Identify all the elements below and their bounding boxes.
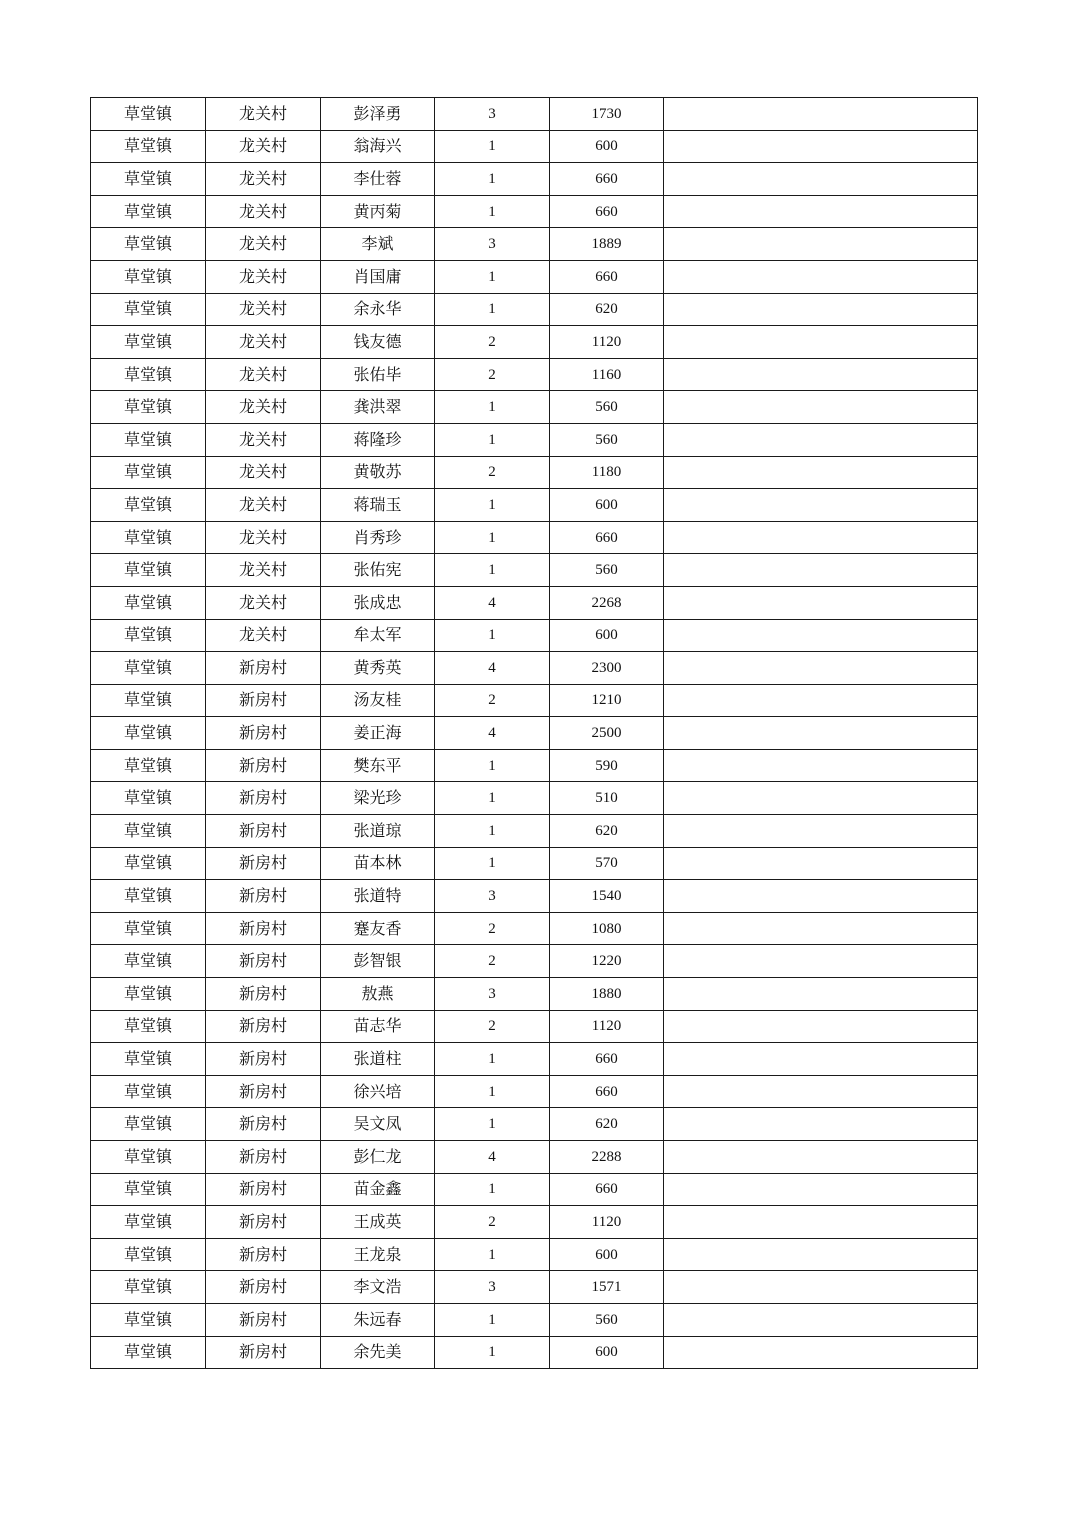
household-count-cell: 1 bbox=[435, 489, 550, 522]
town-cell: 草堂镇 bbox=[91, 880, 206, 913]
table-row bbox=[91, 1336, 978, 1369]
village-cell: 新房村 bbox=[206, 1238, 321, 1271]
household-count-cell: 2 bbox=[435, 358, 550, 391]
village-cell: 龙关村 bbox=[206, 619, 321, 652]
note-cell bbox=[664, 1173, 978, 1206]
amount-cell: 590 bbox=[550, 749, 664, 782]
note-cell bbox=[664, 586, 978, 619]
village-cell: 新房村 bbox=[206, 912, 321, 945]
amount-cell: 560 bbox=[550, 554, 664, 587]
household-count-cell: 2 bbox=[435, 1010, 550, 1043]
town-cell: 草堂镇 bbox=[91, 684, 206, 717]
name-cell: 张道特 bbox=[321, 880, 435, 913]
village-cell: 新房村 bbox=[206, 782, 321, 815]
amount-cell: 620 bbox=[550, 815, 664, 848]
amount-cell: 2288 bbox=[550, 1141, 664, 1174]
name-cell: 朱远春 bbox=[321, 1303, 435, 1336]
village-cell: 龙关村 bbox=[206, 456, 321, 489]
table-row bbox=[91, 912, 978, 945]
village-cell: 新房村 bbox=[206, 652, 321, 685]
town-cell: 草堂镇 bbox=[91, 98, 206, 131]
amount-cell: 1571 bbox=[550, 1271, 664, 1304]
name-cell: 黄丙菊 bbox=[321, 195, 435, 228]
name-cell: 蒋瑞玉 bbox=[321, 489, 435, 522]
table-row bbox=[91, 619, 978, 652]
table-row bbox=[91, 782, 978, 815]
name-cell: 黄秀英 bbox=[321, 652, 435, 685]
amount-cell: 600 bbox=[550, 130, 664, 163]
name-cell: 彭智银 bbox=[321, 945, 435, 978]
note-cell bbox=[664, 1108, 978, 1141]
table-row bbox=[91, 1206, 978, 1239]
town-cell: 草堂镇 bbox=[91, 260, 206, 293]
village-cell: 龙关村 bbox=[206, 521, 321, 554]
village-cell: 新房村 bbox=[206, 684, 321, 717]
name-cell: 苗志华 bbox=[321, 1010, 435, 1043]
note-cell bbox=[664, 1271, 978, 1304]
village-cell: 新房村 bbox=[206, 1108, 321, 1141]
note-cell bbox=[664, 652, 978, 685]
table-row bbox=[91, 1238, 978, 1271]
household-count-cell: 3 bbox=[435, 228, 550, 261]
table-row bbox=[91, 717, 978, 750]
note-cell bbox=[664, 391, 978, 424]
name-cell: 肖国庸 bbox=[321, 260, 435, 293]
amount-cell: 1730 bbox=[550, 98, 664, 131]
town-cell: 草堂镇 bbox=[91, 815, 206, 848]
table-body bbox=[91, 98, 978, 1369]
village-cell: 新房村 bbox=[206, 1010, 321, 1043]
table-row bbox=[91, 749, 978, 782]
name-cell: 余先美 bbox=[321, 1336, 435, 1369]
note-cell bbox=[664, 717, 978, 750]
village-cell: 龙关村 bbox=[206, 586, 321, 619]
household-count-cell: 1 bbox=[435, 1108, 550, 1141]
name-cell: 李斌 bbox=[321, 228, 435, 261]
table-row bbox=[91, 98, 978, 131]
name-cell: 苗本林 bbox=[321, 847, 435, 880]
household-count-cell: 1 bbox=[435, 423, 550, 456]
household-count-cell: 1 bbox=[435, 1173, 550, 1206]
amount-cell: 570 bbox=[550, 847, 664, 880]
note-cell bbox=[664, 1141, 978, 1174]
town-cell: 草堂镇 bbox=[91, 1173, 206, 1206]
note-cell bbox=[664, 293, 978, 326]
amount-cell: 600 bbox=[550, 1238, 664, 1271]
note-cell bbox=[664, 782, 978, 815]
note-cell bbox=[664, 98, 978, 131]
town-cell: 草堂镇 bbox=[91, 358, 206, 391]
amount-cell: 560 bbox=[550, 391, 664, 424]
table-row bbox=[91, 652, 978, 685]
village-cell: 新房村 bbox=[206, 945, 321, 978]
note-cell bbox=[664, 1010, 978, 1043]
name-cell: 张成忠 bbox=[321, 586, 435, 619]
note-cell bbox=[664, 521, 978, 554]
note-cell bbox=[664, 912, 978, 945]
household-count-cell: 1 bbox=[435, 749, 550, 782]
name-cell: 徐兴培 bbox=[321, 1075, 435, 1108]
data-table bbox=[90, 97, 978, 1369]
town-cell: 草堂镇 bbox=[91, 912, 206, 945]
name-cell: 蹇友香 bbox=[321, 912, 435, 945]
household-count-cell: 1 bbox=[435, 163, 550, 196]
note-cell bbox=[664, 489, 978, 522]
amount-cell: 660 bbox=[550, 163, 664, 196]
village-cell: 龙关村 bbox=[206, 489, 321, 522]
table-row bbox=[91, 880, 978, 913]
table-row bbox=[91, 521, 978, 554]
amount-cell: 1120 bbox=[550, 326, 664, 359]
name-cell: 汤友桂 bbox=[321, 684, 435, 717]
village-cell: 新房村 bbox=[206, 1043, 321, 1076]
household-count-cell: 1 bbox=[435, 782, 550, 815]
town-cell: 草堂镇 bbox=[91, 717, 206, 750]
note-cell bbox=[664, 978, 978, 1011]
table-row bbox=[91, 1075, 978, 1108]
note-cell bbox=[664, 163, 978, 196]
household-count-cell: 2 bbox=[435, 456, 550, 489]
name-cell: 肖秀珍 bbox=[321, 521, 435, 554]
table-row bbox=[91, 293, 978, 326]
village-cell: 龙关村 bbox=[206, 228, 321, 261]
name-cell: 翁海兴 bbox=[321, 130, 435, 163]
note-cell bbox=[664, 1303, 978, 1336]
town-cell: 草堂镇 bbox=[91, 293, 206, 326]
table-row bbox=[91, 1141, 978, 1174]
table-row bbox=[91, 391, 978, 424]
household-count-cell: 2 bbox=[435, 912, 550, 945]
table-row bbox=[91, 847, 978, 880]
village-cell: 新房村 bbox=[206, 1075, 321, 1108]
name-cell: 牟太军 bbox=[321, 619, 435, 652]
town-cell: 草堂镇 bbox=[91, 1206, 206, 1239]
amount-cell: 2300 bbox=[550, 652, 664, 685]
note-cell bbox=[664, 358, 978, 391]
town-cell: 草堂镇 bbox=[91, 489, 206, 522]
note-cell bbox=[664, 130, 978, 163]
town-cell: 草堂镇 bbox=[91, 456, 206, 489]
village-cell: 龙关村 bbox=[206, 358, 321, 391]
table-row bbox=[91, 163, 978, 196]
amount-cell: 1120 bbox=[550, 1206, 664, 1239]
village-cell: 新房村 bbox=[206, 749, 321, 782]
household-count-cell: 1 bbox=[435, 1075, 550, 1108]
amount-cell: 660 bbox=[550, 1043, 664, 1076]
village-cell: 龙关村 bbox=[206, 195, 321, 228]
village-cell: 龙关村 bbox=[206, 98, 321, 131]
name-cell: 黄敬苏 bbox=[321, 456, 435, 489]
town-cell: 草堂镇 bbox=[91, 1141, 206, 1174]
table-row bbox=[91, 195, 978, 228]
note-cell bbox=[664, 1206, 978, 1239]
name-cell: 张佑宪 bbox=[321, 554, 435, 587]
name-cell: 敖燕 bbox=[321, 978, 435, 1011]
town-cell: 草堂镇 bbox=[91, 619, 206, 652]
household-count-cell: 1 bbox=[435, 260, 550, 293]
town-cell: 草堂镇 bbox=[91, 1043, 206, 1076]
note-cell bbox=[664, 228, 978, 261]
table-row bbox=[91, 586, 978, 619]
table-row bbox=[91, 815, 978, 848]
amount-cell: 660 bbox=[550, 521, 664, 554]
name-cell: 姜正海 bbox=[321, 717, 435, 750]
amount-cell: 620 bbox=[550, 1108, 664, 1141]
household-count-cell: 1 bbox=[435, 521, 550, 554]
table-row bbox=[91, 130, 978, 163]
household-count-cell: 3 bbox=[435, 978, 550, 1011]
name-cell: 王成英 bbox=[321, 1206, 435, 1239]
household-count-cell: 1 bbox=[435, 130, 550, 163]
town-cell: 草堂镇 bbox=[91, 1075, 206, 1108]
town-cell: 草堂镇 bbox=[91, 326, 206, 359]
village-cell: 龙关村 bbox=[206, 391, 321, 424]
village-cell: 龙关村 bbox=[206, 423, 321, 456]
village-cell: 新房村 bbox=[206, 1173, 321, 1206]
name-cell: 李仕蓉 bbox=[321, 163, 435, 196]
name-cell: 余永华 bbox=[321, 293, 435, 326]
note-cell bbox=[664, 260, 978, 293]
household-count-cell: 2 bbox=[435, 326, 550, 359]
town-cell: 草堂镇 bbox=[91, 652, 206, 685]
name-cell: 张佑毕 bbox=[321, 358, 435, 391]
town-cell: 草堂镇 bbox=[91, 228, 206, 261]
town-cell: 草堂镇 bbox=[91, 423, 206, 456]
village-cell: 新房村 bbox=[206, 1336, 321, 1369]
village-cell: 新房村 bbox=[206, 880, 321, 913]
household-count-cell: 4 bbox=[435, 717, 550, 750]
village-cell: 新房村 bbox=[206, 1271, 321, 1304]
name-cell: 王龙泉 bbox=[321, 1238, 435, 1271]
note-cell bbox=[664, 326, 978, 359]
note-cell bbox=[664, 456, 978, 489]
town-cell: 草堂镇 bbox=[91, 1303, 206, 1336]
village-cell: 新房村 bbox=[206, 1141, 321, 1174]
table-row bbox=[91, 358, 978, 391]
household-count-cell: 1 bbox=[435, 1303, 550, 1336]
table-row bbox=[91, 978, 978, 1011]
name-cell: 樊东平 bbox=[321, 749, 435, 782]
household-count-cell: 3 bbox=[435, 98, 550, 131]
household-count-cell: 4 bbox=[435, 1141, 550, 1174]
table-row bbox=[91, 1271, 978, 1304]
household-count-cell: 1 bbox=[435, 391, 550, 424]
note-cell bbox=[664, 1043, 978, 1076]
household-count-cell: 2 bbox=[435, 945, 550, 978]
amount-cell: 560 bbox=[550, 1303, 664, 1336]
amount-cell: 620 bbox=[550, 293, 664, 326]
town-cell: 草堂镇 bbox=[91, 163, 206, 196]
name-cell: 龚洪翠 bbox=[321, 391, 435, 424]
household-count-cell: 1 bbox=[435, 554, 550, 587]
village-cell: 龙关村 bbox=[206, 326, 321, 359]
table-row bbox=[91, 945, 978, 978]
amount-cell: 1889 bbox=[550, 228, 664, 261]
town-cell: 草堂镇 bbox=[91, 195, 206, 228]
name-cell: 彭泽勇 bbox=[321, 98, 435, 131]
table-row bbox=[91, 489, 978, 522]
town-cell: 草堂镇 bbox=[91, 1010, 206, 1043]
note-cell bbox=[664, 684, 978, 717]
household-count-cell: 1 bbox=[435, 1043, 550, 1076]
village-cell: 龙关村 bbox=[206, 163, 321, 196]
town-cell: 草堂镇 bbox=[91, 521, 206, 554]
town-cell: 草堂镇 bbox=[91, 391, 206, 424]
amount-cell: 560 bbox=[550, 423, 664, 456]
name-cell: 苗金鑫 bbox=[321, 1173, 435, 1206]
amount-cell: 510 bbox=[550, 782, 664, 815]
village-cell: 龙关村 bbox=[206, 293, 321, 326]
amount-cell: 1180 bbox=[550, 456, 664, 489]
amount-cell: 1220 bbox=[550, 945, 664, 978]
name-cell: 张道琼 bbox=[321, 815, 435, 848]
household-count-cell: 1 bbox=[435, 847, 550, 880]
table-row bbox=[91, 1108, 978, 1141]
table-row bbox=[91, 1010, 978, 1043]
table-row bbox=[91, 326, 978, 359]
town-cell: 草堂镇 bbox=[91, 1238, 206, 1271]
household-count-cell: 1 bbox=[435, 293, 550, 326]
name-cell: 张道柱 bbox=[321, 1043, 435, 1076]
note-cell bbox=[664, 880, 978, 913]
village-cell: 新房村 bbox=[206, 847, 321, 880]
household-count-cell: 1 bbox=[435, 195, 550, 228]
note-cell bbox=[664, 945, 978, 978]
town-cell: 草堂镇 bbox=[91, 847, 206, 880]
amount-cell: 2500 bbox=[550, 717, 664, 750]
household-count-cell: 1 bbox=[435, 815, 550, 848]
amount-cell: 660 bbox=[550, 1173, 664, 1206]
town-cell: 草堂镇 bbox=[91, 749, 206, 782]
amount-cell: 600 bbox=[550, 489, 664, 522]
village-cell: 新房村 bbox=[206, 1206, 321, 1239]
household-count-cell: 1 bbox=[435, 1238, 550, 1271]
name-cell: 钱友德 bbox=[321, 326, 435, 359]
amount-cell: 1880 bbox=[550, 978, 664, 1011]
note-cell bbox=[664, 619, 978, 652]
village-cell: 龙关村 bbox=[206, 130, 321, 163]
note-cell bbox=[664, 847, 978, 880]
town-cell: 草堂镇 bbox=[91, 586, 206, 619]
table-row bbox=[91, 1173, 978, 1206]
amount-cell: 1540 bbox=[550, 880, 664, 913]
household-count-cell: 2 bbox=[435, 1206, 550, 1239]
town-cell: 草堂镇 bbox=[91, 554, 206, 587]
amount-cell: 660 bbox=[550, 260, 664, 293]
name-cell: 梁光珍 bbox=[321, 782, 435, 815]
household-count-cell: 4 bbox=[435, 586, 550, 619]
village-cell: 新房村 bbox=[206, 978, 321, 1011]
note-cell bbox=[664, 815, 978, 848]
name-cell: 蒋隆珍 bbox=[321, 423, 435, 456]
town-cell: 草堂镇 bbox=[91, 1336, 206, 1369]
name-cell: 李文浩 bbox=[321, 1271, 435, 1304]
household-count-cell: 1 bbox=[435, 619, 550, 652]
amount-cell: 660 bbox=[550, 195, 664, 228]
household-count-cell: 1 bbox=[435, 1336, 550, 1369]
table-row bbox=[91, 684, 978, 717]
table-row bbox=[91, 1303, 978, 1336]
village-cell: 龙关村 bbox=[206, 554, 321, 587]
note-cell bbox=[664, 1075, 978, 1108]
household-count-cell: 2 bbox=[435, 684, 550, 717]
town-cell: 草堂镇 bbox=[91, 945, 206, 978]
note-cell bbox=[664, 749, 978, 782]
note-cell bbox=[664, 1238, 978, 1271]
table-row bbox=[91, 228, 978, 261]
amount-cell: 2268 bbox=[550, 586, 664, 619]
village-cell: 新房村 bbox=[206, 1303, 321, 1336]
table-row bbox=[91, 260, 978, 293]
village-cell: 新房村 bbox=[206, 815, 321, 848]
amount-cell: 1120 bbox=[550, 1010, 664, 1043]
amount-cell: 600 bbox=[550, 619, 664, 652]
name-cell: 吴文凤 bbox=[321, 1108, 435, 1141]
household-count-cell: 3 bbox=[435, 880, 550, 913]
table-row bbox=[91, 456, 978, 489]
town-cell: 草堂镇 bbox=[91, 1108, 206, 1141]
table-row bbox=[91, 554, 978, 587]
village-cell: 龙关村 bbox=[206, 260, 321, 293]
table-row bbox=[91, 423, 978, 456]
village-cell: 新房村 bbox=[206, 717, 321, 750]
household-count-cell: 4 bbox=[435, 652, 550, 685]
amount-cell: 1160 bbox=[550, 358, 664, 391]
note-cell bbox=[664, 423, 978, 456]
amount-cell: 1210 bbox=[550, 684, 664, 717]
town-cell: 草堂镇 bbox=[91, 782, 206, 815]
amount-cell: 600 bbox=[550, 1336, 664, 1369]
amount-cell: 1080 bbox=[550, 912, 664, 945]
town-cell: 草堂镇 bbox=[91, 1271, 206, 1304]
town-cell: 草堂镇 bbox=[91, 978, 206, 1011]
name-cell: 彭仁龙 bbox=[321, 1141, 435, 1174]
household-count-cell: 3 bbox=[435, 1271, 550, 1304]
note-cell bbox=[664, 1336, 978, 1369]
town-cell: 草堂镇 bbox=[91, 130, 206, 163]
note-cell bbox=[664, 195, 978, 228]
table-row bbox=[91, 1043, 978, 1076]
note-cell bbox=[664, 554, 978, 587]
amount-cell: 660 bbox=[550, 1075, 664, 1108]
